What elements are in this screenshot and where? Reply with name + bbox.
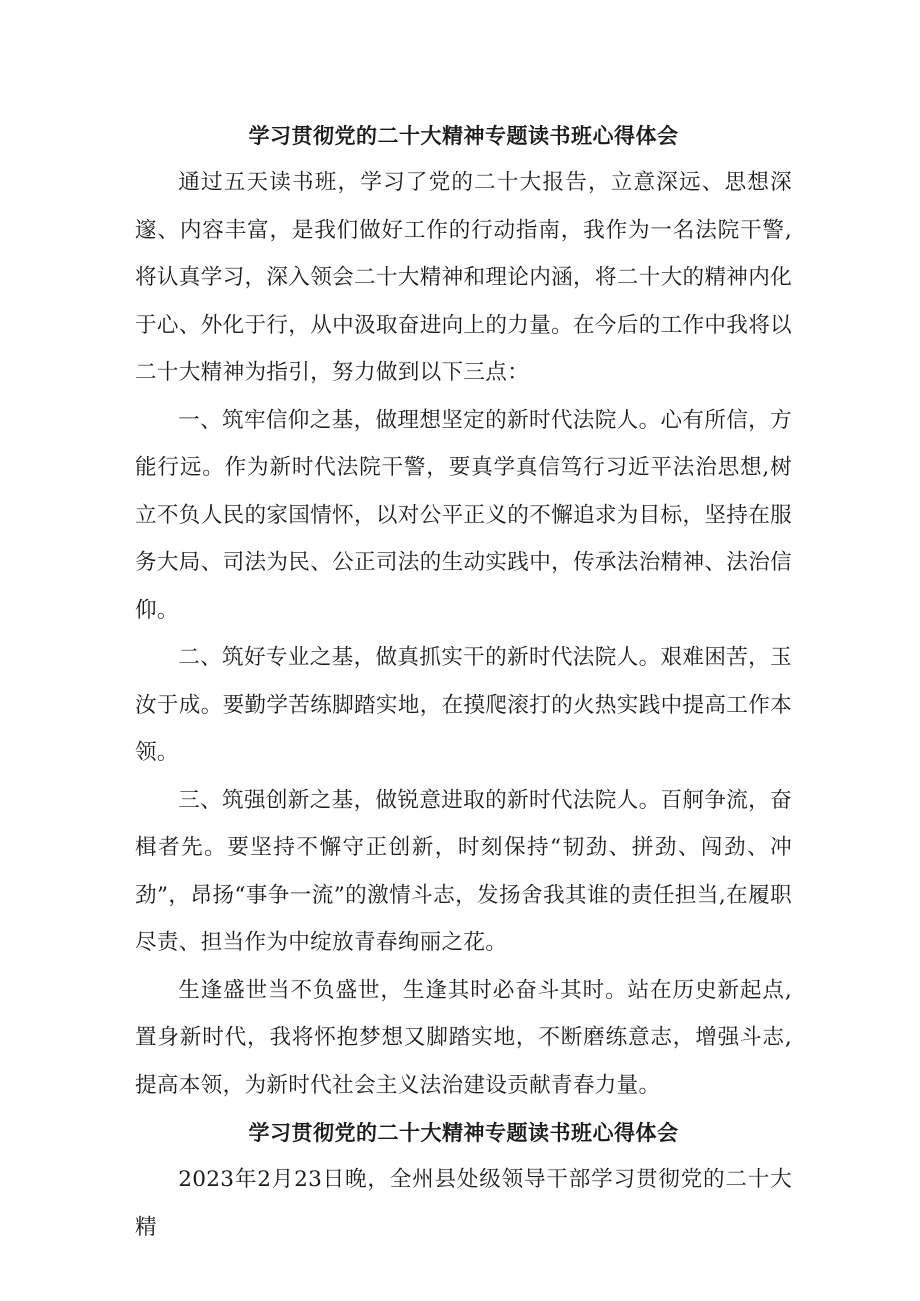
point-three-paragraph: 三、筑强创新之基，做锐意进取的新时代法院人。百舸争流，奋楫者先。要坚持不懈守正创新，时刻保持“韧劲、拼劲、闯劲、冲劲”，昂扬“事争一流”的激情斗志，发扬舍我其谁的责任担当,在履职尽责、担当作为中绽放青春绚丽之花。 bbox=[135, 787, 792, 955]
document-page bbox=[135, 112, 792, 1251]
intro-paragraph: 通过五天读书班，学习了党的二十大报告，立意深远、思想深邃、内容丰富，是我们做好工作的行动指南，我作为一名法院干警,将认真学习，深入领会二十大精神和理论内涵，将二十大的精神内化于心、外化于行，从中汲取奋进向上的力量。在今后的工作中我将以二十大精神为指引，努力做到以下三点： bbox=[135, 170, 792, 385]
conclusion-paragraph: 生逢盛世当不负盛世，生逢其时必奋斗其时。站在历史新起点,置身新时代，我将怀抱梦想又脚踏实地，不断磨练意志，增强斗志,提高本领，为新时代社会主义法治建设贡献青春力量。 bbox=[135, 977, 792, 1098]
second-document-title: 学习贯彻党的二十大精神专题读书班心得体会 bbox=[248, 1120, 679, 1145]
document-title: 学习贯彻党的二十大精神专题读书班心得体会 bbox=[248, 123, 679, 148]
second-intro-paragraph: 2023年2月23日晚，全州县处级领导干部学习贯彻党的二十大精 bbox=[135, 1167, 792, 1240]
point-two-paragraph: 二、筑好专业之基，做真抓实干的新时代法院人。艰难困苦，玉汝于成。要勤学苦练脚踏实地，在摸爬滚打的火热实践中提高工作本领。 bbox=[135, 645, 792, 765]
point-one-paragraph: 一、筑牢信仰之基，做理想坚定的新时代法院人。心有所信，方能行远。作为新时代法院干警，要真学真信笃行习近平法治思想,树立不负人民的家国情怀，以对公平正义的不懈追求为目标，坚持在服务大局、司法为民、公正司法的生动实践中，传承法治精神、法治信仰。 bbox=[135, 407, 792, 623]
